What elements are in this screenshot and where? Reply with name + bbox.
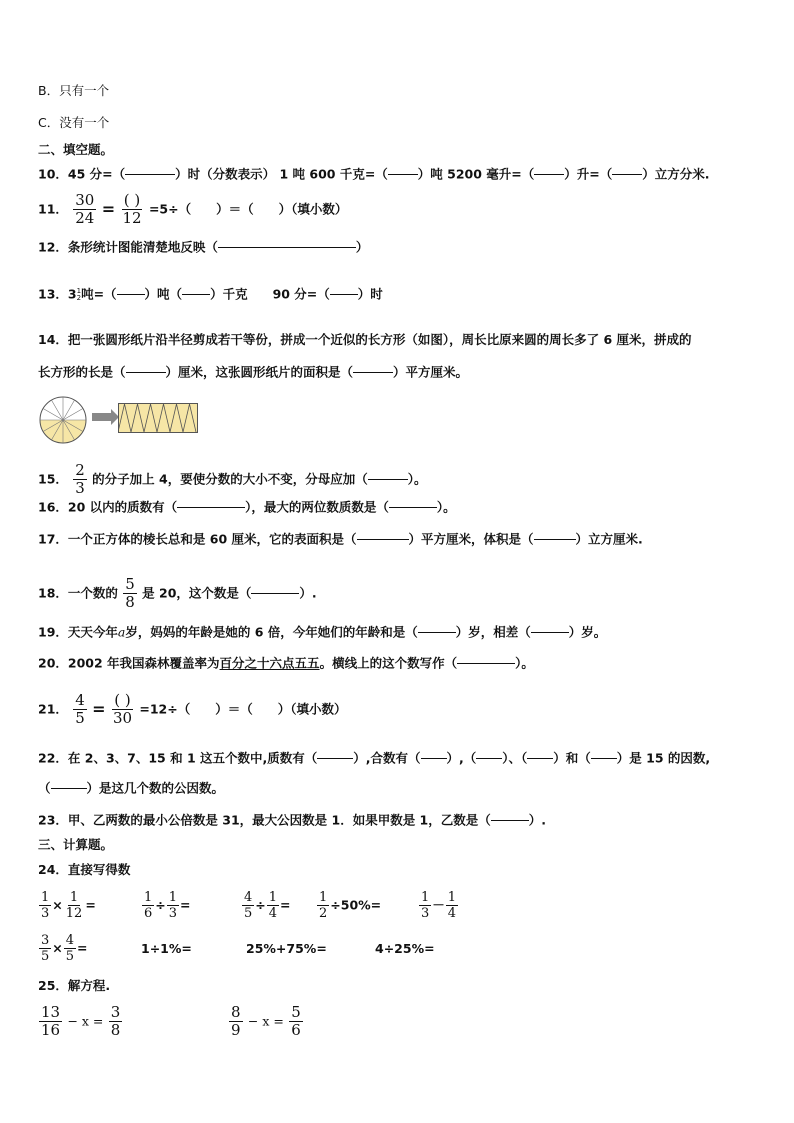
question-17: 17．一个正方体的棱长总和是 60 厘米，它的表面积是（ ）平方厘米，体积是（ ）立方厘米.: [38, 531, 643, 547]
question-18: 18．一个数的 $\frac{5}{8}$ 是 20，这个数是（ ）.: [38, 575, 317, 611]
calc-expr-6: $\frac{3}{5}$ × $\frac{4}{5}$ =: [41, 933, 88, 964]
question-22-line2: （ ）是这几个数的公因数。: [38, 780, 225, 796]
question-20: 20．2002 年我国森林覆盖率为百分之十六点五五。横线上的这个数写作（ ）。: [38, 655, 534, 671]
calc-expr-8: 25%+75%=: [246, 941, 327, 956]
fraction-30-24: $\frac{30}{24}$: [75, 191, 95, 227]
question-13: 13．3 1 2 吨=（ ）吨（ ）千克 90 分=（ ）时: [38, 286, 383, 302]
calc-expr-5: $\frac{1}{3}$ － $\frac{1}{4}$: [421, 890, 457, 921]
question-15: 15． $\frac{2}{3}$ 的分子加上 4，要使分数的大小不变，分母应加（ ）。: [38, 461, 427, 497]
calc-expr-9: 4÷25%=: [375, 941, 435, 956]
equation-2: $\frac{8}{9}$ − x = $\frac{5}{6}$: [231, 1003, 301, 1039]
question-11: 11． $\frac{30}{24}$ = $\frac{( )}{12}$ =5÷（ ）＝（ ）（填小数）: [38, 191, 348, 227]
calc-expr-4: $\frac{1}{2}$ ÷50%=: [319, 890, 382, 921]
section-calculation-title: 三、计算题。: [38, 837, 114, 852]
equation-1: $\frac{13}{16}$ − x = $\frac{3}{8}$: [41, 1003, 121, 1039]
question-10: 10．45 分=（ ）时（分数表示） 1 吨 600 千克=（ ）吨 5200 毫升=（ ）升=（ ）立方分米.: [38, 166, 710, 182]
option-c: C．没有一个: [38, 115, 110, 130]
question-21: 21． $\frac{4}{5}$ = $\frac{( )}{30}$ =12÷（ ）＝（ ）（填小数）: [38, 691, 347, 727]
calc-expr-3: $\frac{4}{5}$ ÷ $\frac{1}{4}$ =: [244, 890, 291, 921]
question-14-line1: 14．把一张圆形纸片沿半径剪成若干等份，拼成一个近似的长方形（如图），周长比原来圆的周长多了 6 厘米，拼成的: [38, 332, 692, 347]
question-19: 19．天天今年a岁，妈妈的年龄是她的 6 倍，今年她们的年龄和是（ ）岁，相差（ ）岁。: [38, 624, 607, 640]
question-22-line1: 22．在 2、3、7、15 和 1 这五个数中,质数有（ ）,合数有（ ）,（ ）、（ ）和（ ）是 15 的因数,: [38, 750, 711, 766]
question-12: 12．条形统计图能清楚地反映（ ）: [38, 239, 369, 255]
question-14-line2: 长方形的长是（ ）厘米，这张圆形纸片的面积是（ ）平方厘米。: [38, 364, 469, 380]
calc-expr-7: 1÷1%=: [141, 941, 192, 956]
calc-expr-1: $\frac{1}{3}$ × $\frac{1}{12}$ =: [41, 890, 96, 921]
circle-sectors-figure: [38, 395, 88, 445]
fraction-blank-12: $\frac{( )}{12}$: [122, 191, 142, 227]
rearranged-rectangle-figure: [118, 403, 198, 433]
question-25-title: 25．解方程.: [38, 978, 111, 993]
section-fill-blank-title: 二、填空题。: [38, 142, 114, 157]
option-b: B．只有一个: [38, 83, 110, 98]
arrow-icon: [92, 413, 112, 421]
question-24-title: 24．直接写得数: [38, 862, 131, 877]
question-23: 23．甲、乙两数的最小公倍数是 31，最大公因数是 1．如果甲数是 1，乙数是（ ）.: [38, 812, 546, 828]
calc-expr-2: $\frac{1}{6}$ ÷ $\frac{1}{3}$ =: [144, 890, 191, 921]
question-16: 16．20 以内的质数有（ ），最大的两位数质数是（ ）。: [38, 499, 456, 515]
